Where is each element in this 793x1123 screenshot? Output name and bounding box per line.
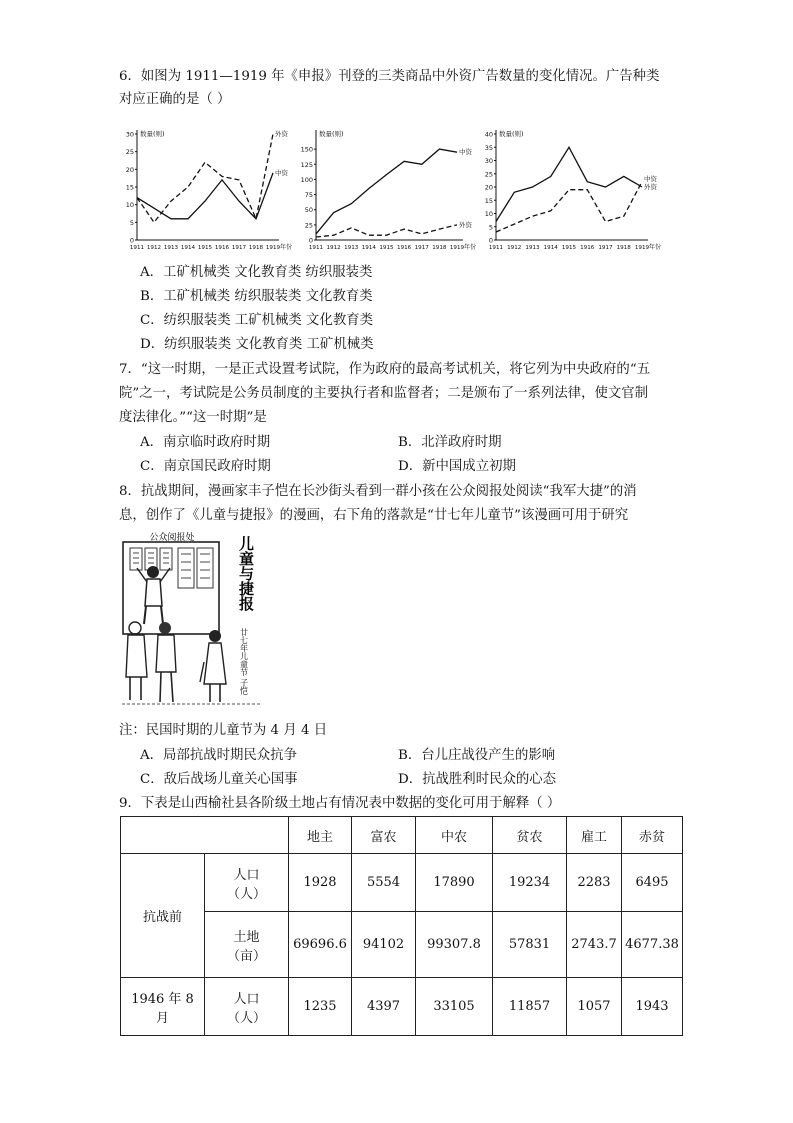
series-label: 外资 (275, 130, 288, 138)
q8-note: 注：民国时期的儿童节为 4 月 4 日 (119, 723, 328, 738)
cell-value: 17890 (416, 854, 493, 912)
q7-stem-line3: 度法律化。”“这一时期”是 (119, 410, 267, 425)
y-tick-label: 30 (484, 157, 493, 165)
y-tick-label: 10 (125, 201, 134, 210)
x-tick-label: 1911 (308, 245, 324, 251)
cell-value: 1057 (567, 978, 622, 1036)
x-tick-label: 1917 (231, 245, 247, 251)
y-tick-label: 15 (484, 196, 493, 205)
series-label: 外资 (644, 183, 657, 191)
q8-option-a[interactable]: A．局部抗战时期民众抗争 (140, 748, 297, 763)
q7-option-d[interactable]: D．新中国成立初期 (398, 459, 516, 474)
y-tick-label: 20 (125, 165, 134, 174)
x-tick-label: 1918 (616, 245, 631, 251)
table-row (121, 854, 683, 912)
y-tick-label: 0 (129, 236, 134, 245)
q6-stem-line2: 对应正确的是（ ） (119, 92, 231, 107)
x-tick-label: 1916 (214, 245, 230, 251)
x-axis-label: 年份 (648, 244, 662, 251)
row-label-land: 土地 （亩） (205, 912, 289, 978)
chart-1 (117, 122, 297, 257)
cartoon-board-title: 公众阅报处 (149, 533, 195, 543)
series-line-1 (137, 173, 273, 219)
series-line-1 (316, 225, 457, 237)
q6-stem-line1: 6．如图为 1911—1919 年《申报》刊登的三类商品中外资广告数量的变化情况。广告种类 (119, 69, 660, 84)
y-tick-label: 25 (125, 148, 134, 157)
cartoon-signature: 廿七年儿童节 子恺 (239, 628, 249, 695)
x-axis-label: 年份 (463, 244, 477, 251)
table-row (121, 978, 683, 1036)
y-tick-label: 15 (125, 183, 134, 192)
q9-stem: 9．下表是山西榆社县各阶级土地占有情况表中数据的变化可用于解释（ ） (119, 796, 561, 811)
x-tick-label: 1914 (180, 245, 196, 251)
cell-value: 2743.7 (567, 912, 622, 978)
x-tick-label: 1917 (414, 245, 429, 251)
chart-3-svg (476, 122, 666, 257)
x-tick-label: 1916 (397, 245, 412, 251)
cell-value: 99307.8 (416, 912, 493, 978)
y-tick-label: 50 (304, 206, 313, 215)
series-label: 中资 (275, 168, 288, 177)
header-rich-peasant: 富农 (352, 817, 416, 854)
x-tick-label: 1915 (197, 245, 213, 251)
x-tick-label: 1911 (129, 245, 145, 251)
cell-value: 4397 (352, 978, 416, 1036)
x-tick-label: 1919 (634, 245, 650, 251)
table-row (121, 912, 683, 978)
x-tick-label: 1913 (163, 245, 179, 251)
cell-value: 19234 (493, 854, 567, 912)
cell-value: 33105 (416, 978, 493, 1036)
x-tick-label: 1913 (525, 245, 540, 251)
x-tick-label: 1917 (598, 245, 613, 251)
series-label: 中资 (644, 175, 657, 183)
cell-value: 1235 (289, 978, 352, 1036)
x-tick-label: 1912 (326, 245, 341, 251)
cell-value: 69696.6 (289, 912, 352, 978)
q6-option-a[interactable]: A．工矿机械类 文化教育类 纺织服装类 (140, 265, 373, 280)
y-tick-label: 5 (488, 223, 493, 232)
y-tick-label: 125 (300, 160, 313, 169)
x-tick-label: 1919 (449, 245, 465, 251)
q8-option-d[interactable]: D．抗战胜利时民众的心态 (398, 772, 557, 787)
cell-value: 94102 (352, 912, 416, 978)
cell-value: 57831 (493, 912, 567, 978)
header-middle-peasant: 中农 (416, 817, 493, 854)
y-tick-label: 150 (300, 145, 313, 154)
y-axis-label: 数量(则) (319, 130, 344, 138)
y-tick-label: 5 (129, 218, 134, 227)
row-label-population: 人口 （人） (205, 978, 289, 1036)
y-tick-label: 0 (488, 236, 493, 245)
y-axis-label: 数量(则) (499, 130, 524, 138)
series-line-0 (316, 149, 457, 234)
header-landlord: 地主 (289, 817, 352, 854)
table-corner-cell (121, 817, 289, 854)
series-label: 外资 (459, 220, 472, 229)
x-tick-label: 1919 (265, 245, 281, 251)
period-prewar: 抗战前 (121, 854, 205, 978)
y-tick-label: 25 (484, 170, 493, 179)
x-tick-label: 1914 (543, 245, 558, 251)
chart-2-svg (296, 122, 481, 257)
header-hired-laborer: 雇工 (567, 817, 622, 854)
y-tick-label: 0 (308, 236, 313, 245)
q6-option-d[interactable]: D．纺织服装类 文化教育类 工矿机械类 (140, 337, 374, 352)
x-axis-label: 年份 (279, 244, 293, 251)
series-line-1 (496, 182, 642, 232)
cartoon-caption: 儿童与捷报 (237, 536, 255, 611)
y-axis-label: 数量(则) (140, 130, 165, 138)
y-tick-label: 20 (484, 183, 493, 192)
land-ownership-table (120, 816, 683, 1036)
x-tick-label: 1914 (361, 245, 376, 251)
y-tick-label: 25 (304, 221, 313, 230)
y-tick-label: 40 (484, 130, 493, 139)
x-tick-label: 1911 (488, 245, 504, 251)
cell-value: 4677.38 (622, 912, 683, 978)
series-line-0 (496, 147, 642, 221)
q7-option-a[interactable]: A．南京临时政府时期 (140, 435, 271, 450)
x-tick-label: 1915 (561, 245, 577, 251)
y-tick-label: 10 (484, 210, 493, 218)
row-label-population: 人口 （人） (205, 854, 289, 912)
x-tick-label: 1913 (344, 245, 359, 251)
q7-option-c[interactable]: C．南京国民政府时期 (140, 459, 271, 474)
q8-stem-line2: 息，创作了《儿童与捷报》的漫画，右下角的落款是“廿七年儿童节”该漫画可用于研究 (119, 508, 629, 523)
chart-3 (476, 122, 666, 257)
cartoon-children-and-victory-news (120, 532, 265, 708)
cell-value: 5554 (352, 854, 416, 912)
table-header-row (121, 817, 683, 854)
q8-option-c[interactable]: C．敌后战场儿童关心国事 (140, 772, 298, 787)
q6-option-b[interactable]: B．工矿机械类 纺织服装类 文化教育类 (140, 289, 373, 304)
x-tick-label: 1916 (580, 245, 595, 251)
q8-stem-line1: 8．抗战期间，漫画家丰子恺在长沙街头看到一群小孩在公众阅报处阅读“我军大捷”的消 (119, 484, 637, 499)
cell-value: 1928 (289, 854, 352, 912)
q7-stem-line1: 7．“这一时期，一是正式设置考试院，作为政府的最高考试机关，将它列为中央政府的“五 (119, 362, 651, 377)
cell-value: 2283 (567, 854, 622, 912)
chart-2 (296, 122, 481, 257)
y-tick-label: 35 (484, 143, 493, 152)
y-tick-label: 75 (304, 191, 313, 200)
header-poor-peasant: 贫农 (493, 817, 567, 854)
x-tick-label: 1912 (507, 245, 522, 251)
cell-value: 1943 (622, 978, 683, 1036)
q7-stem-line2: 院”之一，考试院是公务员制度的主要执行者和监督者；二是颁布了一系列法律，使文官制 (119, 386, 649, 401)
x-tick-label: 1912 (146, 245, 162, 251)
x-tick-label: 1918 (432, 245, 447, 251)
y-tick-label: 30 (125, 130, 134, 139)
cell-value: 6495 (622, 854, 683, 912)
cell-value: 11857 (493, 978, 567, 1036)
q7-option-b[interactable]: B．北洋政府时期 (398, 435, 502, 450)
period-1946-aug: 1946 年 8 月 (121, 978, 205, 1036)
x-tick-label: 1915 (379, 245, 394, 251)
header-destitute: 赤贫 (622, 817, 683, 854)
q6-option-c[interactable]: C．纺织服装类 工矿机械类 文化教育类 (140, 313, 374, 328)
q8-option-b[interactable]: B．台儿庄战役产生的影响 (398, 748, 556, 763)
series-line-0 (137, 134, 273, 222)
x-tick-label: 1918 (248, 245, 264, 251)
chart-1-svg (117, 122, 297, 257)
series-label: 中资 (459, 148, 472, 157)
y-tick-label: 100 (300, 175, 313, 184)
